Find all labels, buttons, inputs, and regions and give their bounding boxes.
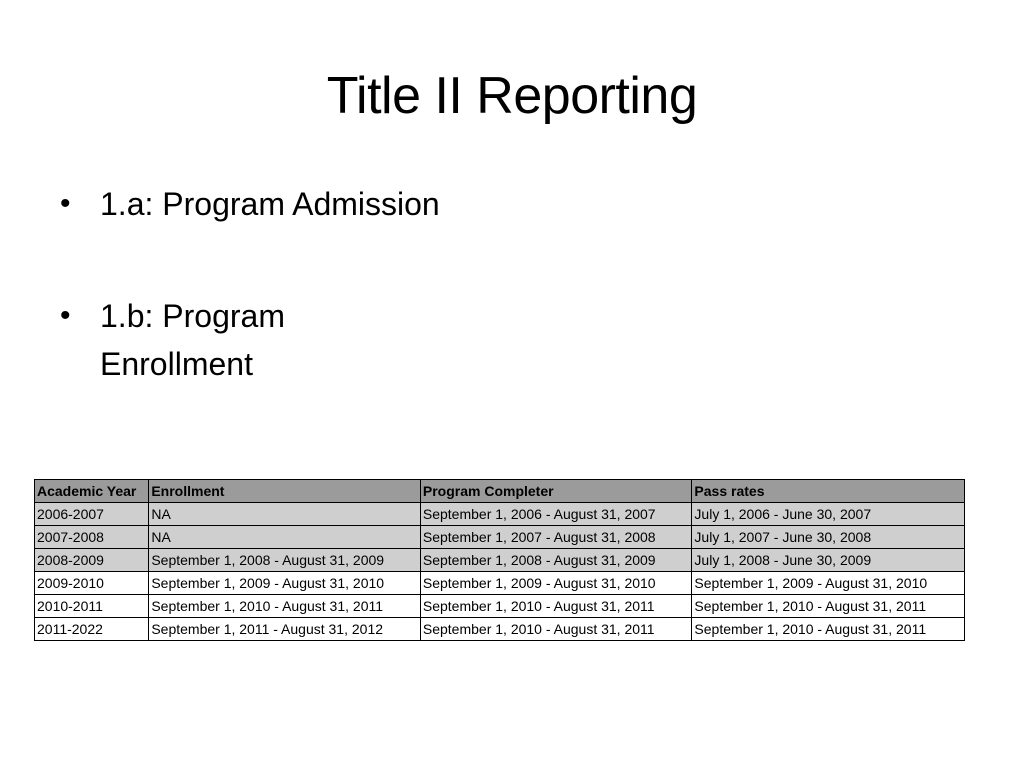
cell-academic-year: 2011-2022: [35, 618, 149, 641]
table-row: [35, 572, 965, 595]
cell-pass-rates: September 1, 2010 - August 31, 2011: [692, 618, 965, 641]
cell-program-completer: September 1, 2010 - August 31, 2011: [420, 618, 692, 641]
header-program-completer: Program Completer: [420, 480, 692, 503]
cell-pass-rates: July 1, 2007 - June 30, 2008: [692, 526, 965, 549]
bullet-list: [60, 180, 480, 452]
cell-enrollment: September 1, 2009 - August 31, 2010: [149, 572, 421, 595]
header-enrollment: Enrollment: [149, 480, 421, 503]
cell-enrollment: NA: [149, 526, 421, 549]
cell-enrollment: NA: [149, 503, 421, 526]
header-academic-year: Academic Year: [35, 480, 149, 503]
table-row: [35, 595, 965, 618]
cell-program-completer: September 1, 2006 - August 31, 2007: [420, 503, 692, 526]
cell-academic-year: 2006-2007: [35, 503, 149, 526]
bullet-text: 1.b: Program Enrollment: [100, 298, 285, 382]
cell-pass-rates: July 1, 2008 - June 30, 2009: [692, 549, 965, 572]
header-pass-rates: Pass rates: [692, 480, 965, 503]
table-row: [35, 618, 965, 641]
cell-academic-year: 2007-2008: [35, 526, 149, 549]
bullet-text: 1.a: Program Admission: [100, 186, 440, 222]
cell-program-completer: September 1, 2008 - August 31, 2009: [420, 549, 692, 572]
bullet-item: [60, 180, 480, 228]
slide-title: Title II Reporting: [326, 67, 698, 125]
table-row: [35, 526, 965, 549]
cell-program-completer: September 1, 2010 - August 31, 2011: [420, 595, 692, 618]
cell-program-completer: September 1, 2009 - August 31, 2010: [420, 572, 692, 595]
cell-academic-year: 2010-2011: [35, 595, 149, 618]
cell-enrollment: September 1, 2011 - August 31, 2012: [149, 618, 421, 641]
bullet-item: [60, 292, 380, 388]
reporting-table: [34, 479, 965, 641]
cell-pass-rates: July 1, 2006 - June 30, 2007: [692, 503, 965, 526]
table-header-row: [35, 480, 965, 503]
cell-program-completer: September 1, 2007 - August 31, 2008: [420, 526, 692, 549]
table-row: [35, 503, 965, 526]
table-row: [35, 549, 965, 572]
cell-pass-rates: September 1, 2009 - August 31, 2010: [692, 572, 965, 595]
cell-pass-rates: September 1, 2010 - August 31, 2011: [692, 595, 965, 618]
cell-academic-year: 2008-2009: [35, 549, 149, 572]
cell-academic-year: 2009-2010: [35, 572, 149, 595]
bullet-dot-icon: •: [60, 299, 71, 332]
cell-enrollment: September 1, 2008 - August 31, 2009: [149, 549, 421, 572]
cell-enrollment: September 1, 2010 - August 31, 2011: [149, 595, 421, 618]
bullet-dot-icon: •: [60, 187, 71, 220]
